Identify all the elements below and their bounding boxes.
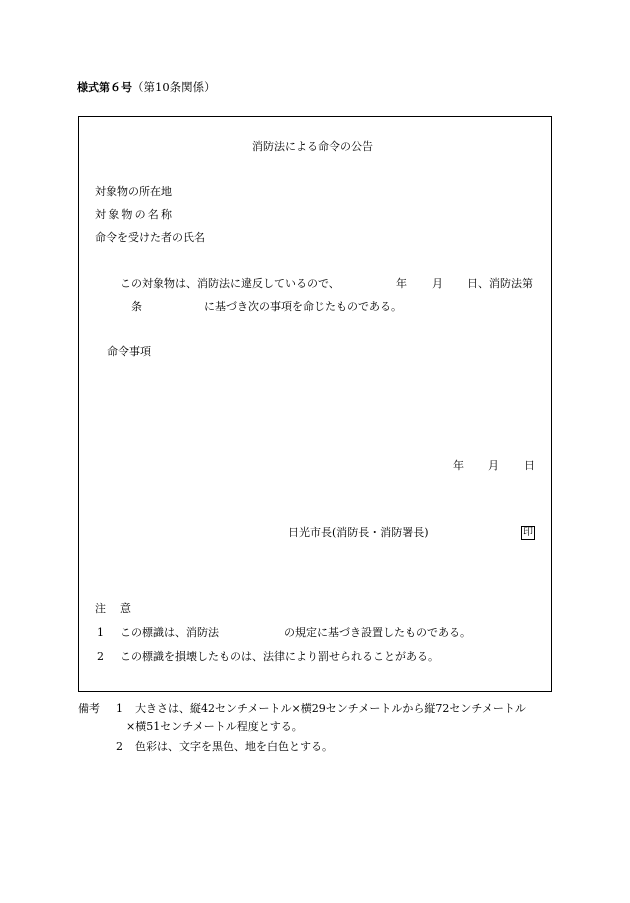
form-number: 様式第６号 — [77, 81, 132, 94]
body-year: 年 — [396, 277, 407, 290]
remarks-item-1-line2: ×横51センチメートル程度とする。 — [126, 720, 303, 733]
order-items-label: 命令事項 — [107, 345, 151, 358]
notice-title: 消防法による命令の公告 — [252, 140, 373, 153]
caution-item-1-num: 1 — [97, 626, 104, 639]
body-line1-prefix: この対象物は、消防法に違反しているので、 — [120, 277, 340, 290]
notice-frame — [78, 116, 552, 692]
form-title — [77, 82, 216, 94]
date-day: 日 — [524, 459, 535, 472]
issuer-name: 日光市長(消防長・消防署長) — [288, 526, 429, 539]
seal-mark — [521, 526, 535, 540]
date-month: 月 — [488, 459, 499, 472]
body-day-suffix: 日、消防法第 — [467, 277, 533, 290]
remarks-item-1-num: 1 — [116, 702, 123, 715]
remarks-label: 備考 — [78, 702, 100, 715]
caution-label-2: 意 — [120, 602, 131, 615]
form-relation: （第10条関係） — [132, 80, 216, 94]
remarks-item-2-text: 色彩は、文字を黒色、地を白色とする。 — [135, 740, 333, 753]
caution-item-2-num: 2 — [97, 650, 104, 663]
body-month: 月 — [432, 277, 443, 290]
caution-item-1-text-b: の規定に基づき設置したものである。 — [284, 626, 471, 639]
date-year: 年 — [453, 459, 464, 472]
field-location-label: 対象物の所在地 — [95, 185, 172, 198]
body-article: 条 — [131, 300, 142, 313]
seal-text: 印 — [523, 527, 533, 538]
body-line2-suffix: に基づき次の事項を命じたものである。 — [204, 300, 402, 313]
caution-label-1: 注 — [95, 602, 106, 615]
caution-item-1-text-a: この標識は、消防法 — [120, 626, 219, 639]
field-name-label: 対象物の名称 — [95, 208, 175, 221]
remarks-item-1-line1: 大きさは、縦42センチメートル×横29センチメートルから縦72センチメートル — [135, 702, 526, 715]
field-recipient-label: 命令を受けた者の氏名 — [95, 231, 205, 244]
remarks-item-2-num: 2 — [116, 740, 123, 753]
caution-item-2-text: この標識を損壊したものは、法律により罰せられることがある。 — [120, 650, 439, 663]
